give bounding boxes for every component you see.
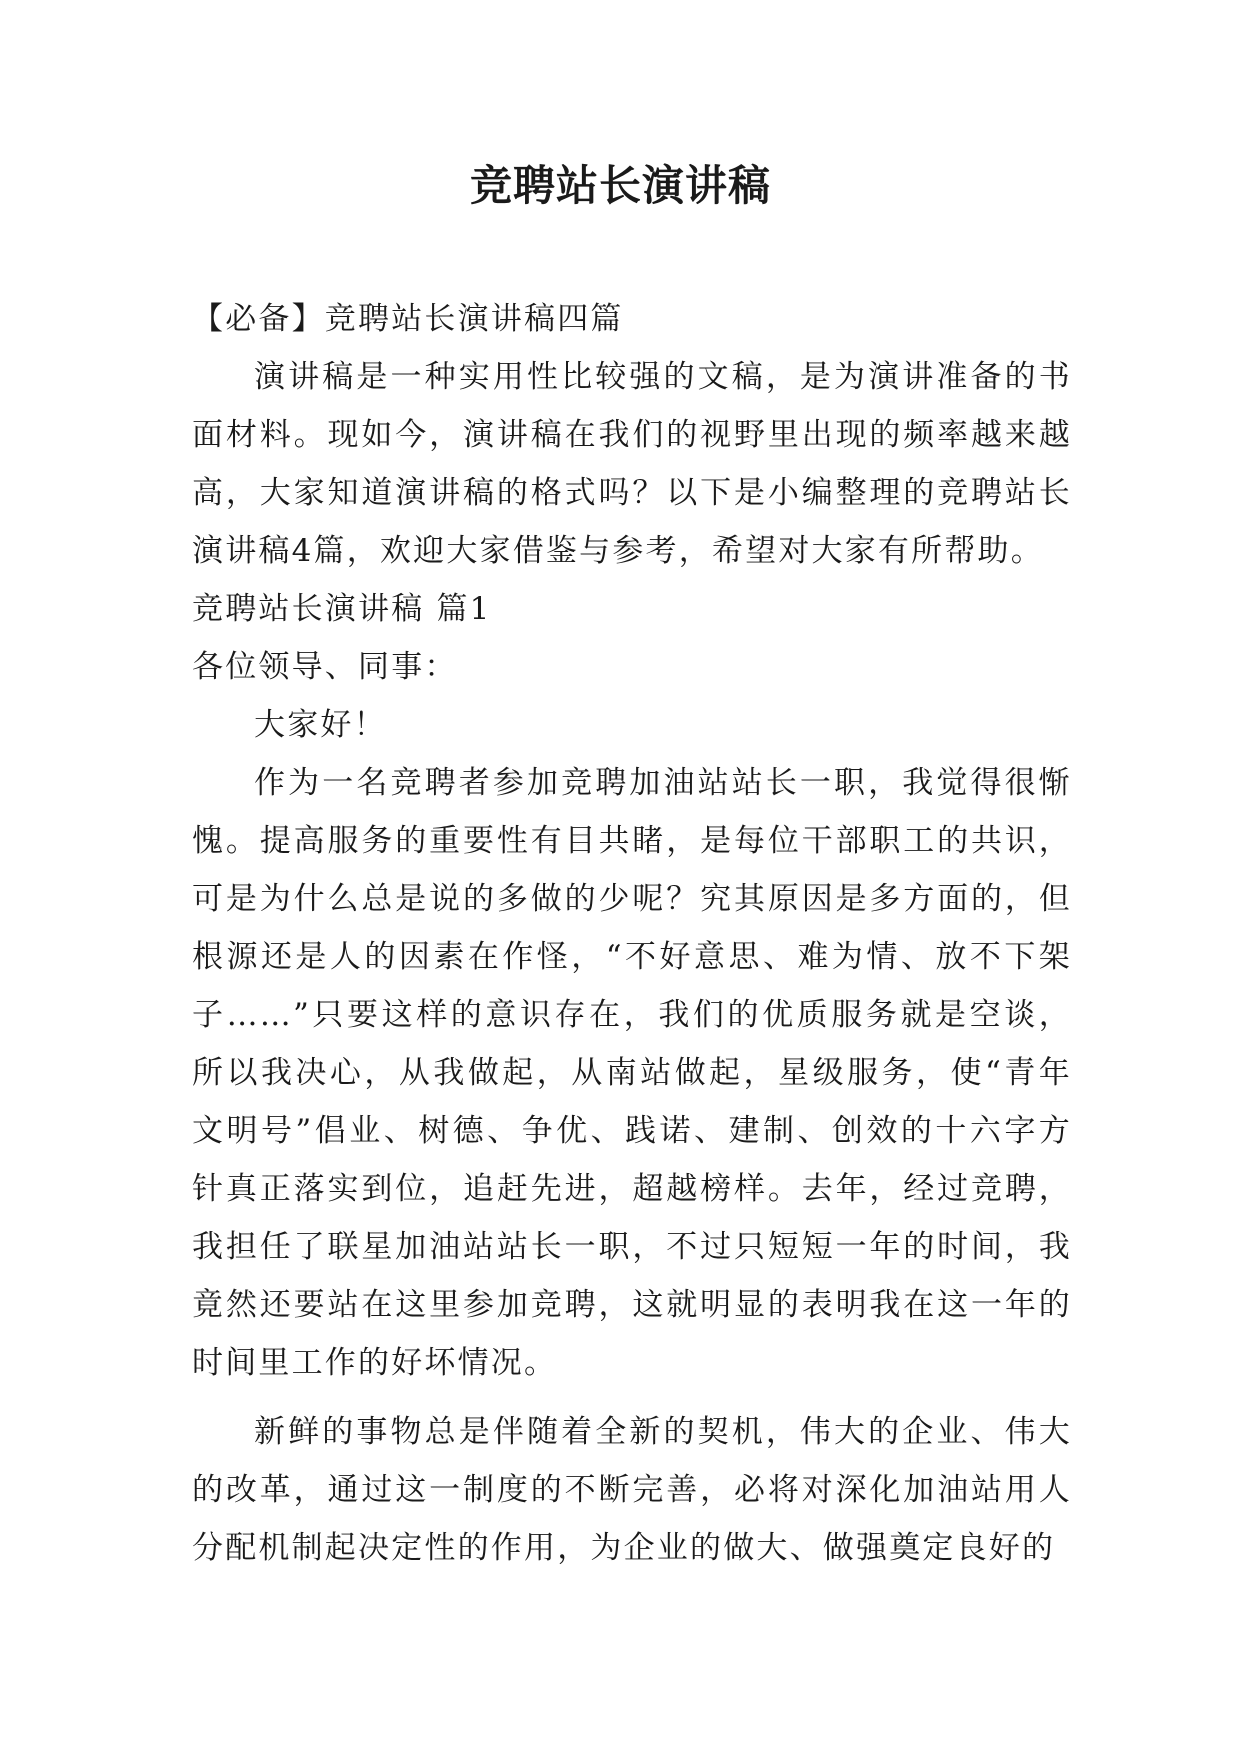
body-paragraph: 作为一名竞聘者参加竞聘加油站站长一职，我觉得很惭愧。提高服务的重要性有目共睹，是每位干部职工的共识，可是为什么总是说的多做的少呢？究其原因是多方面的，但根源还是人的因素在作怪，“不好意思、难为情、放不下架子……”只要这样的意识存在，我们的优质服务就是空谈，所以我决心，从我做起，从南站做起，星级服务，使“青年文明号”倡业、树德、争优、践诺、建制、创效的十六字方针真正落实到位，追赶先进，超越榜样。去年，经过竞聘，我担任了联星加油站站长一职，不过只短短一年的时间，我竟然还要站在这里参加竞聘，这就明显的表明我在这一年的时间里工作的好坏情况。	[192, 765, 1072, 1381]
document-body	[192, 290, 1072, 1577]
intro-paragraph: 演讲稿是一种实用性比较强的文稿，是为演讲准备的书面材料。现如今，演讲稿在我们的视野里出现的频率越来越高，大家知道演讲稿的格式吗？以下是小编整理的竞聘站长演讲稿4篇，欢迎大家借鉴与参考，希望对大家有所帮助。	[192, 359, 1072, 569]
document-subtitle: 【必备】竞聘站长演讲稿四篇	[192, 301, 624, 337]
section-heading: 竞聘站长演讲稿 篇1	[192, 591, 492, 627]
salutation: 各位领导、同事：	[192, 649, 458, 685]
greeting: 大家好！	[254, 707, 387, 743]
body-paragraph: 新鲜的事物总是伴随着全新的契机，伟大的企业、伟大的改革，通过这一制度的不断完善，必将对深化加油站用人分配机制起决定性的作用，为企业的做大、做强奠定良好的	[192, 1414, 1072, 1566]
document-title: 竞聘站长演讲稿	[469, 161, 771, 210]
